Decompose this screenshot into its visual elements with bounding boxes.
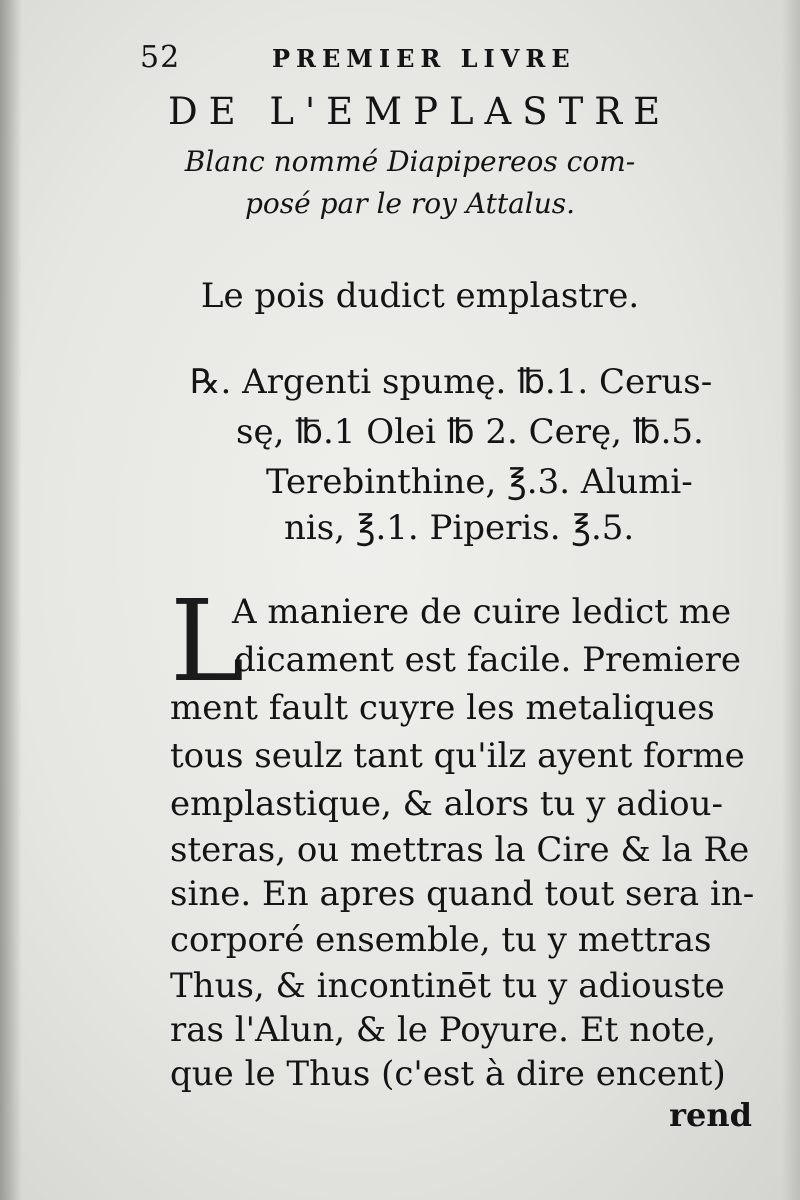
body-line: dicament est facile. Premiere: [234, 640, 741, 680]
chapter-title: DE L'EMPLASTRE: [168, 90, 672, 133]
chapter-subtitle-line-2: posé par le roy Attalus.: [244, 187, 576, 220]
running-title: PREMIER LIVRE: [272, 44, 576, 73]
body-line: sine. En apres quand tout sera in-: [170, 874, 755, 914]
body-line: emplastique, & alors tu y adiou-: [170, 784, 723, 824]
body-line: ras l'Alun, & le Poyure. Et note,: [170, 1010, 717, 1050]
catchword: rend: [669, 1096, 752, 1134]
page-number: 52: [140, 40, 181, 75]
recipe-line: Terebinthine, ℥.3. Alumi-: [266, 462, 693, 502]
drop-cap: L: [170, 577, 245, 707]
body-line: Thus, & incontinēt tu y adiouste: [170, 966, 725, 1006]
body-line: steras, ou mettras la Cire & la Re: [170, 830, 750, 870]
body-line: que le Thus (c'est à dire encent): [170, 1054, 726, 1094]
recipe-line: ℞. Argenti spumę. ℔.1. Cerus-: [190, 362, 713, 402]
section-heading: Le pois dudict emplastre.: [200, 276, 640, 316]
body-line: ment fault cuyre les metaliques: [170, 688, 715, 728]
recipe-line: nis, ℥.1. Piperis. ℥.5.: [284, 508, 635, 548]
body-line: A maniere de cuire ledict me: [232, 592, 732, 632]
body-line: tous seulz tant qu'ilz ayent forme: [170, 736, 745, 776]
gutter-shadow: [0, 0, 22, 1200]
page-header: [140, 40, 660, 80]
chapter-subtitle-line-1: Blanc nommé Diapipereos com-: [184, 145, 636, 178]
page-edge-shadow: [782, 0, 800, 1200]
recipe-line: sę, ℔.1 Olei ℔ 2. Cerę, ℔.5.: [236, 412, 704, 452]
body-line: corporé ensemble, tu y mettras: [170, 920, 712, 960]
